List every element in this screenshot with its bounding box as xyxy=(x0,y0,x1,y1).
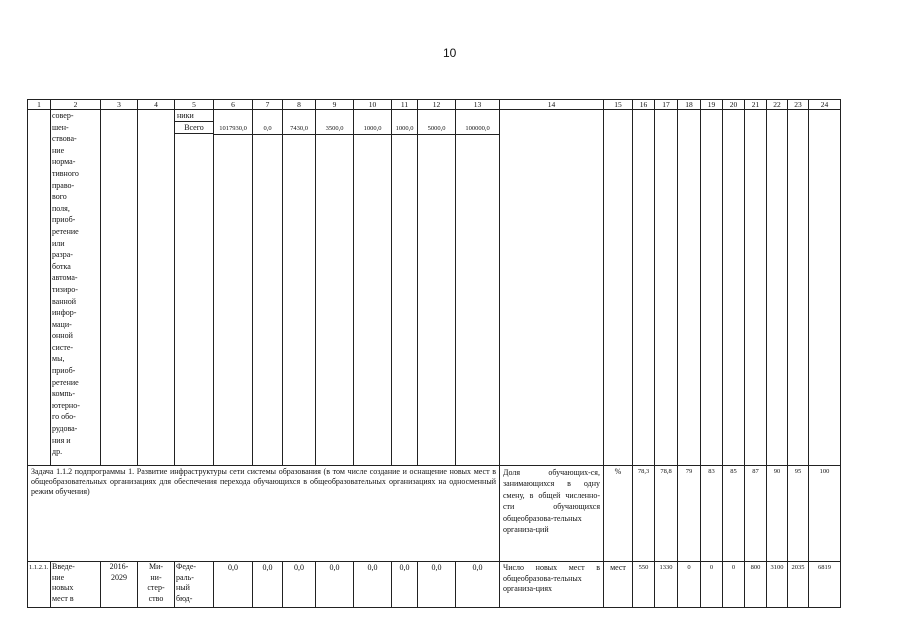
table-cell xyxy=(604,110,633,466)
amount-cell: 0,0 xyxy=(418,562,456,608)
column-header: 9 xyxy=(316,100,354,110)
indicator-value: 85 xyxy=(723,466,745,562)
column-header: 4 xyxy=(138,100,175,110)
measure-description: совер- шен- ствова- ние норма- тивного право- вого поля, приоб- ретение или разра- ботка автома- тизиро- ванной инфор- маци- онной систе- мы, приоб- ретение компь- ютерно- го обо- рудова- ния и др. xyxy=(51,110,101,466)
amount-cell xyxy=(456,110,500,466)
column-header: 14 xyxy=(500,100,604,110)
amount-cell: 0,0 xyxy=(253,562,283,608)
column-header: 18 xyxy=(678,100,701,110)
table-row xyxy=(28,110,841,466)
column-header: 15 xyxy=(604,100,633,110)
amount-cell xyxy=(316,110,354,466)
indicator-value: 2035 xyxy=(788,562,809,608)
table-cell xyxy=(655,110,678,466)
task-row xyxy=(28,466,841,562)
column-header: 1 xyxy=(28,100,51,110)
period-cell: 2016- 2029 xyxy=(101,562,138,608)
task-description: Задача 1.1.2 подпрограммы 1. Развитие инфраструктуры сети системы образования (в том числе создание и оснащение новых мест в общеобразовательных организациях для обеспечения перехода обучающихся в общеобразовательных организациях на односменный режим обучения) xyxy=(28,466,500,562)
indicator-value: 87 xyxy=(745,466,767,562)
amount-cell xyxy=(392,110,418,466)
amount-value: 0,0 xyxy=(253,123,282,135)
column-header: 6 xyxy=(214,100,253,110)
amount-cell: 0,0 xyxy=(392,562,418,608)
amount-cell xyxy=(214,110,253,466)
table-cell xyxy=(633,110,655,466)
table-cell xyxy=(767,110,788,466)
amount-value: 7430,0 xyxy=(283,123,315,135)
task-unit: % xyxy=(604,466,633,562)
column-header: 20 xyxy=(723,100,745,110)
amount-cell xyxy=(283,110,316,466)
table-cell xyxy=(678,110,701,466)
indicator-value: 83 xyxy=(701,466,723,562)
funding-source-top: ники xyxy=(175,110,213,122)
column-header: 23 xyxy=(788,100,809,110)
amount-value: 3500,0 xyxy=(316,123,353,135)
column-header: 11 xyxy=(392,100,418,110)
executor-cell: Ми- ни- стер- ство xyxy=(138,562,175,608)
indicator-value: 550 xyxy=(633,562,655,608)
column-header: 12 xyxy=(418,100,456,110)
table-cell xyxy=(723,110,745,466)
indicator-value: 3100 xyxy=(767,562,788,608)
amount-cell: 0,0 xyxy=(354,562,392,608)
task-indicator: Доля обучающих-ся, занимающихся в одну смену, в общей численно-сти обучающихся общеобразова-тельных организа-ций xyxy=(500,466,604,562)
column-header: 3 xyxy=(101,100,138,110)
indicator-value: 78,3 xyxy=(633,466,655,562)
funding-source-cell: Феде- раль- ный бюд- xyxy=(175,562,214,608)
amount-value: 1017930,0 xyxy=(214,122,252,135)
amount-cell xyxy=(418,110,456,466)
table-cell xyxy=(701,110,723,466)
column-header: 8 xyxy=(283,100,316,110)
indicator-value: 78,8 xyxy=(655,466,678,562)
amount-value: 1000,0 xyxy=(354,123,391,135)
column-header: 17 xyxy=(655,100,678,110)
column-header: 10 xyxy=(354,100,392,110)
table-cell xyxy=(138,110,175,466)
table-cell xyxy=(500,110,604,466)
indicator-value: 0 xyxy=(678,562,701,608)
indicator-name: Число новых мест в общеобразова-тельных организа-циях xyxy=(500,562,604,608)
column-header: 7 xyxy=(253,100,283,110)
indicator-value: 90 xyxy=(767,466,788,562)
amount-value: 1000,0 xyxy=(392,123,417,135)
amount-value: 5000,0 xyxy=(418,123,455,135)
indicator-value: 0 xyxy=(701,562,723,608)
table-cell xyxy=(745,110,767,466)
column-header: 19 xyxy=(701,100,723,110)
column-number-row xyxy=(28,100,841,110)
indicator-value: 79 xyxy=(678,466,701,562)
column-header: 13 xyxy=(456,100,500,110)
indicator-value: 0 xyxy=(723,562,745,608)
funding-source-total: Всего xyxy=(175,122,213,134)
measure-description: Введе- ние новых мест в xyxy=(51,562,101,608)
table-cell xyxy=(101,110,138,466)
measure-number: 1.1.2.1. xyxy=(28,562,51,608)
column-header: 2 xyxy=(51,100,101,110)
indicator-value: 95 xyxy=(788,466,809,562)
indicator-value: 100 xyxy=(809,466,841,562)
indicator-value: 6819 xyxy=(809,562,841,608)
amount-cell: 0,0 xyxy=(283,562,316,608)
indicator-value: 1330 xyxy=(655,562,678,608)
column-header: 5 xyxy=(175,100,214,110)
amount-value: 100000,0 xyxy=(456,123,499,135)
amount-cell: 0,0 xyxy=(456,562,500,608)
column-header: 22 xyxy=(767,100,788,110)
funding-source-cell xyxy=(175,110,214,466)
amount-cell xyxy=(253,110,283,466)
program-table xyxy=(27,99,841,608)
page-number: 10 xyxy=(443,46,457,60)
amount-cell xyxy=(354,110,392,466)
amount-cell: 0,0 xyxy=(316,562,354,608)
amount-cell: 0,0 xyxy=(214,562,253,608)
column-header: 24 xyxy=(809,100,841,110)
indicator-unit: мест xyxy=(604,562,633,608)
column-header: 16 xyxy=(633,100,655,110)
column-header: 21 xyxy=(745,100,767,110)
table-row xyxy=(28,562,841,608)
table-cell xyxy=(809,110,841,466)
table-cell xyxy=(788,110,809,466)
table-cell xyxy=(28,110,51,466)
indicator-value: 800 xyxy=(745,562,767,608)
